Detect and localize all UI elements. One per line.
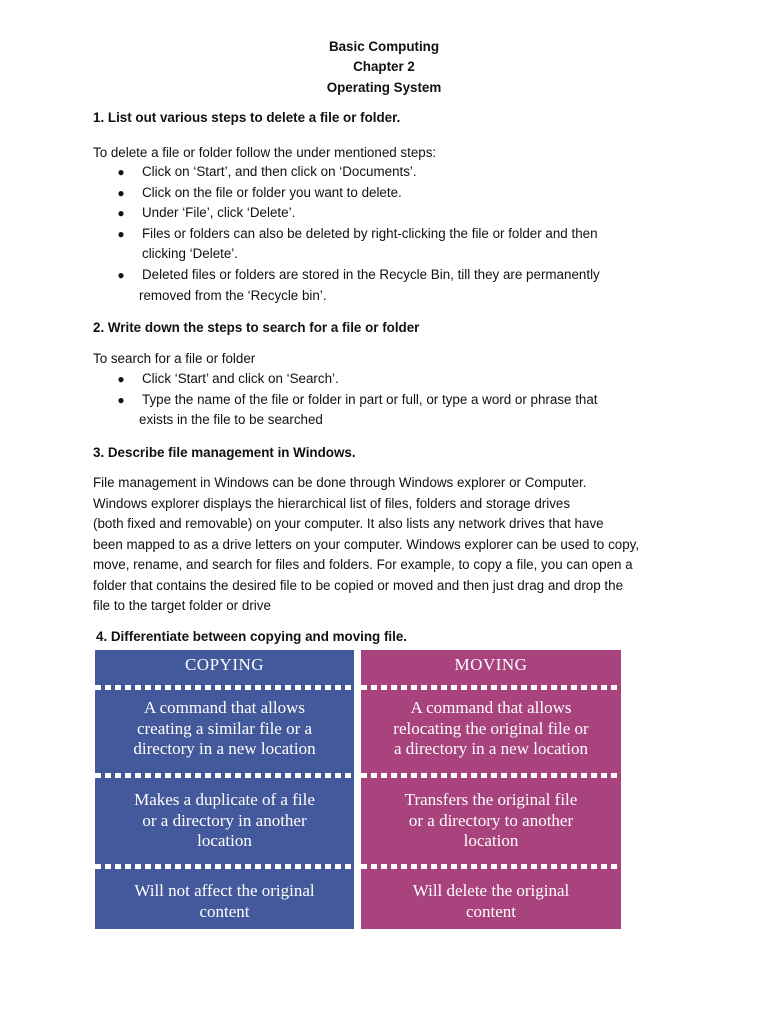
moving-row-3-line: Will delete the original [412,881,570,900]
moving-row-3-line: content [465,901,517,921]
moving-row-2-line: location [463,831,519,850]
moving-row-1-line: A command that allows [410,698,572,717]
copying-row-2-line: Makes a duplicate of a file [134,790,315,809]
copying-row-3 [95,881,354,922]
copying-row-2-line: or a directory in another [142,810,307,830]
dashed-divider [95,864,354,869]
q1-step-2: Click on the file or folder you want to delete. [142,185,402,200]
q1-step-4: Files or folders can also be deleted by right-clicking the file or folder and then [142,226,598,241]
moving-row-1-line: a directory in a new location [393,739,588,758]
copying-row-1-line: A command that allows [143,698,305,717]
moving-row-2-line: or a directory to another [408,810,574,830]
copying-row-2 [95,790,354,852]
moving-row-1 [361,698,621,760]
q1-intro: To delete a file or folder follow the under mentioned steps: [93,145,437,160]
dashed-divider [361,864,621,869]
q3-para-line: Windows explorer displays the hierarchical list of files, folders and storage drives [93,496,571,511]
q2-intro: To search for a file or folder [93,351,256,366]
q4-heading: 4. Differentiate between copying and moving file. [96,629,408,644]
dashed-divider [361,773,621,778]
q2-step-1: Click ‘Start’ and click on ‘Search’. [142,371,339,386]
q2-step-2-cont: exists in the file to be searched [139,412,323,427]
q1-step-3: Under ‘File’, click ‘Delete’. [142,205,296,220]
copying-row-3-line: Will not affect the original [134,881,315,900]
copying-row-1-line: directory in a new location [133,739,316,758]
moving-row-2 [361,790,621,852]
copying-row-1-line: creating a similar file or a [136,718,313,738]
bullet-icon: ● [117,227,125,241]
dashed-divider [95,685,354,690]
copying-column [95,650,354,929]
doc-subject: Basic Computing [328,39,440,54]
q3-heading: 3. Describe file management in Windows. [93,445,356,460]
q1-heading: 1. List out various steps to delete a file or folder. [93,110,401,125]
q3-para-line: (both fixed and removable) on your computer. It also lists any network drives that have [93,516,604,531]
bullet-icon: ● [117,206,125,220]
copying-row-2-line: location [197,831,252,850]
q2-step-2: Type the name of the file or folder in part or full, or type a word or phrase that [142,392,598,407]
moving-title: MOVING [454,655,528,674]
copying-row-1 [95,698,354,760]
bullet-icon: ● [117,165,125,179]
doc-chapter: Chapter 2 [353,59,415,74]
moving-row-2-line: Transfers the original file [404,790,578,809]
q2-heading: 2. Write down the steps to search for a file or folder [93,320,420,335]
q1-step-4-cont: clicking ‘Delete’. [142,246,239,261]
q1-step-5: Deleted files or folders are stored in the Recycle Bin, till they are permanently [142,267,600,282]
copying-row-3-line: content [199,901,250,921]
q3-para-line: File management in Windows can be done through Windows explorer or Computer. [93,475,587,490]
bullet-icon: ● [117,393,125,407]
bullet-icon: ● [117,186,125,200]
q1-step-1: Click on ‘Start’, and then click on ‘Documents’. [142,164,417,179]
moving-row-3 [361,881,621,922]
q3-para-line: file to the target folder or drive [93,598,271,613]
moving-row-1-line: relocating the original file or [393,718,589,738]
q1-step-5-cont: removed from the ‘Recycle bin’. [139,288,327,303]
moving-column [361,650,621,929]
q3-para-line: been mapped to as a drive letters on your computer. Windows explorer can be used to copy, [93,537,640,552]
copying-title: COPYING [184,655,265,674]
q3-para-line: move, rename, and search for files and folders. For example, to copy a file, you can open a [93,557,633,572]
bullet-icon: ● [117,372,125,386]
q3-para-line: folder that contains the desired file to be copied or moved and then just drag and drop the [93,578,624,593]
dashed-divider [361,685,621,690]
dashed-divider [95,773,354,778]
doc-title: Operating System [326,80,442,95]
bullet-icon: ● [117,268,125,282]
